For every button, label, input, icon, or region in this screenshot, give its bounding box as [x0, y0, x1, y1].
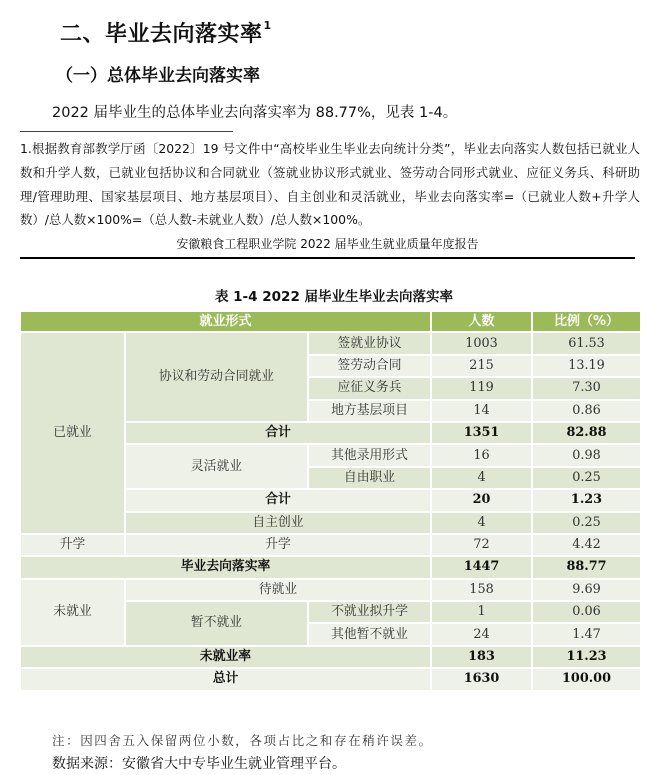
row-label: 升学	[125, 534, 431, 556]
row-label: 合计	[125, 489, 431, 511]
row-label: 不就业拟升学	[308, 601, 431, 623]
row-count: 215	[431, 355, 532, 377]
row-label: 应征义务兵	[308, 377, 431, 399]
row-label: 签就业协议	[308, 332, 431, 354]
section-heading: 二、毕业去向落实率$^1$	[60, 19, 272, 47]
row-ratio: 88.77	[532, 556, 641, 578]
row-ratio: 4.42	[532, 534, 641, 556]
row-ratio: 0.06	[532, 601, 641, 623]
row-ratio: 7.30	[532, 377, 641, 399]
row-count: 72	[431, 534, 532, 556]
data-source: 数据来源：安徽省大中专毕业生就业管理平台。	[52, 756, 346, 772]
footnote-text: 1.根据教育部教学厅函〔2022〕19 号文件中“高校毕业生毕业去向统计分类”，毕业去向落实人数包括已就业人数和升学人数，已就业包括协议和合同就业（签就业协议形式就业、签劳动合同形式就业、应征义务兵、科研助理/管理助理、国家基层项目、地方基层项目）、自主创业和灵活就业，毕业去向落实率=（已就业人数+升学人数）/总人数×100%=（总人数-未就业人数）/总人数×100%。	[20, 141, 640, 228]
table-row	[20, 534, 641, 556]
row-ratio: 9.69	[532, 579, 641, 601]
row-label: 合计	[125, 422, 431, 444]
group-agreement-contract: 协议和劳动合同就业	[125, 332, 308, 422]
row-count: 1351	[431, 422, 532, 444]
row-label: 其他录用形式	[308, 444, 431, 466]
row-count: 4	[431, 512, 532, 534]
row-count: 14	[431, 400, 532, 422]
row-ratio: 82.88	[532, 422, 641, 444]
row-ratio: 13.19	[532, 355, 641, 377]
row-count: 4	[431, 467, 532, 489]
group-unemployed: 未就业	[20, 579, 125, 646]
table-row	[20, 332, 641, 354]
table-row	[20, 579, 641, 601]
header-ratio: 比例（%）	[532, 311, 641, 332]
row-count: 1447	[431, 556, 532, 578]
row-ratio: 1.23	[532, 489, 641, 511]
row-label: 其他暂不就业	[308, 623, 431, 645]
row-count: 158	[431, 579, 532, 601]
row-count: 1630	[431, 668, 532, 690]
footnote-divider	[20, 131, 233, 132]
row-ratio: 0.25	[532, 467, 641, 489]
row-label: 签劳动合同	[308, 355, 431, 377]
row-ratio: 100.00	[532, 668, 641, 690]
section-subheading: （一）总体毕业去向落实率	[56, 66, 260, 86]
row-count: 24	[431, 623, 532, 645]
row-label: 总计	[20, 668, 431, 690]
header-count: 人数	[431, 311, 532, 332]
group-flexible: 灵活就业	[125, 444, 308, 489]
row-label: 地方基层项目	[308, 400, 431, 422]
row-count: 16	[431, 444, 532, 466]
footnote-ref[interactable]: 1	[263, 19, 272, 32]
row-label: 自主创业	[125, 512, 431, 534]
table-row-grand-total	[20, 668, 641, 690]
row-ratio: 11.23	[532, 646, 641, 668]
row-count: 183	[431, 646, 532, 668]
row-ratio: 0.98	[532, 444, 641, 466]
group-employed: 已就业	[20, 332, 125, 534]
row-ratio: 1.47	[532, 623, 641, 645]
table-row-total	[20, 646, 641, 668]
table-row-total	[20, 556, 641, 578]
row-label: 待就业	[125, 579, 431, 601]
row-ratio: 61.53	[532, 332, 641, 354]
row-count: 1003	[431, 332, 532, 354]
graduation-destination-table	[19, 310, 642, 692]
header-form: 就业形式	[20, 311, 431, 332]
table-note: 注：因四舍五入保留两位小数，各项占比之和存在稍许误差。	[52, 733, 433, 748]
row-count: 119	[431, 377, 532, 399]
row-ratio: 0.25	[532, 512, 641, 534]
row-count: 20	[431, 489, 532, 511]
running-head: 安徽粮食工程职业学院 2022 届毕业生就业质量年度报告	[176, 237, 479, 251]
row-ratio: 0.86	[532, 400, 641, 422]
table-title: 表 1-4 2022 届毕业生毕业去向落实率	[214, 289, 454, 305]
row-label: 自由职业	[308, 467, 431, 489]
group-temporarily-not: 暂不就业	[125, 601, 308, 646]
table-header-row	[20, 311, 641, 332]
row-label: 未就业率	[20, 646, 431, 668]
row-count: 1	[431, 601, 532, 623]
intro-paragraph: 2022 届毕业生的总体毕业去向落实率为 88.77%，见表 1-4。	[52, 105, 458, 121]
row-label: 毕业去向落实率	[20, 556, 431, 578]
group-further-study: 升学	[20, 534, 125, 556]
running-head-rule	[20, 257, 635, 259]
